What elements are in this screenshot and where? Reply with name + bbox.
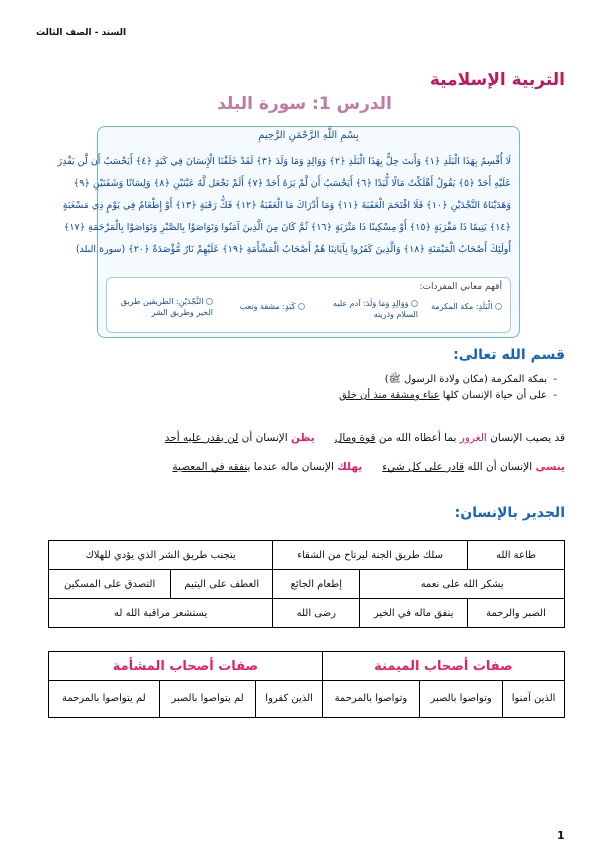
- table-cell: ينفق ماله في الخير: [360, 599, 468, 628]
- table-row: [49, 681, 565, 718]
- table-cell: الذين كفروا: [256, 681, 323, 718]
- table-cell: لم يتواصوا بالصبر: [159, 681, 256, 718]
- table-row: [49, 599, 565, 628]
- table-cell: طاعة الله: [468, 541, 565, 570]
- companions-traits-table: [48, 651, 565, 718]
- quran-verse-line: وَهَدَيْنَاهُ النَّجْدَيْنِ ﴿١٠﴾ فَلَا اقْتَحَمَ الْعَقَبَةَ ﴿١١﴾ وَمَا أَدْرَاكَ مَا الْعَقَبَةُ ﴿١٢﴾ فَكُّ رَقَبَةٍ ﴿١٣﴾ أَوْ إِطْعَامٌ فِي يَوْمٍ ذِي مَسْغَبَةٍ: [62, 200, 511, 211]
- page-number: 1: [557, 829, 565, 842]
- table-row: [49, 541, 565, 570]
- bullet-circle-icon: [298, 303, 305, 310]
- quran-text-box: [57, 126, 520, 338]
- table-cell: يستشعر مراقبة الله له: [49, 599, 273, 628]
- list-item: - بمكة المكرمة (مكان ولادة الرسول ﷺ): [384, 374, 557, 385]
- table-cell: وتواصوا بالصبر: [419, 681, 502, 718]
- section-heading-worthy: الجدير بالإنسان:: [454, 505, 565, 521]
- table-cell: وتواصوا بالمرحمة: [322, 681, 419, 718]
- quran-verse-line: لَا أُقْسِمُ بِهَذَا الْبَلَدِ ﴿١﴾ وَأَنتَ حِلٌّ بِهَذَا الْبَلَدِ ﴿٢﴾ وَوَالِدٍ وَمَا وَلَدَ ﴿٣﴾ لَقَدْ خَلَقْنَا الْإِنسَانَ فِي كَبَدٍ ﴿٤﴾ أَيَحْسَبُ أَن لَّن يَقْدِرَ: [57, 156, 511, 167]
- vocabulary-item: النَّجْدَيْنِ: الطريقين طريق الخير وطريق الشر: [120, 297, 213, 317]
- table-cell: سلك طريق الجنة ليرتاح من الشقاء: [273, 541, 468, 570]
- table-cell: رضى الله: [273, 599, 360, 628]
- table-cell: إطعام الجائع: [273, 570, 360, 599]
- table-cell: يتجنب طريق الشر الذي يؤدي للهلاك: [49, 541, 273, 570]
- vocabulary-item: وَوَالِدٍ وَمَا وَلَدَ: آدم عليه السلام وذريته: [333, 299, 418, 319]
- table-row: [49, 570, 565, 599]
- bullet-circle-icon: [495, 303, 502, 310]
- table-cell: لم يتواصوا بالمرحمة: [49, 681, 160, 718]
- table-header-right: صفات أصحاب الميمنة: [322, 652, 564, 681]
- lesson-title: الدرس 1: سورة البلد: [217, 94, 392, 114]
- quran-verse-line: أُولَئِكَ أَصْحَابُ الْمَيْمَنَةِ ﴿١٨﴾ وَالَّذِينَ كَفَرُوا بِآيَاتِنَا هُمْ أَصْحَابُ الْمَشْأَمَةِ ﴿١٩﴾ عَلَيْهِمْ نَارٌ مُّؤْصَدَةٌ ﴿٢٠﴾ (سورة البلد): [75, 244, 511, 255]
- quran-verse-line: ﴿١٤﴾ يَتِيمًا ذَا مَقْرَبَةٍ ﴿١٥﴾ أَوْ مِسْكِينًا ذَا مَتْرَبَةٍ ﴿١٦﴾ ثُمَّ كَانَ مِنَ الَّذِينَ آمَنُوا وَتَوَاصَوْا بِالصَّبْرِ وَتَوَاصَوْا بِالْمَرْحَمَةِ ﴿١٧﴾: [63, 222, 511, 233]
- vocabulary-item: الْبَلَدِ: مكة المكرمة: [431, 302, 502, 311]
- bullet-circle-icon: [411, 300, 418, 307]
- table-cell: العطف على اليتيم: [171, 570, 273, 599]
- table-row: [49, 652, 565, 681]
- table-cell: الصبر والرحمة: [468, 599, 565, 628]
- bullet-circle-icon: [206, 298, 213, 305]
- section-heading-oath: قسم الله تعالى:: [453, 347, 565, 363]
- vocabulary-title: أفهم معاني المفردات:: [419, 282, 502, 292]
- table-header-left: صفات أصحاب المشأمة: [49, 652, 323, 681]
- subject-title: التربية الإسلامية: [429, 70, 565, 90]
- list-item: - على أن حياة الإنسان كلها عناء ومشقة منذ أن خلق: [339, 390, 557, 401]
- table-cell: يشكر الله على نعمه: [360, 570, 565, 599]
- header-label: السند - الصف الثالث: [36, 28, 127, 38]
- vocabulary-item: كَبَدٍ: مشقة وتعب: [240, 302, 305, 311]
- explanation-line: قد يصيب الإنسان الغرور بما أعطاه الله من قوة ومال يظن الإنسان أن لن يقدر عليه أحد: [164, 432, 565, 444]
- quran-verse-line: عَلَيْهِ أَحَدٌ ﴿٥﴾ يَقُولُ أَهْلَكْتُ مَالًا لُّبَدًا ﴿٦﴾ أَيَحْسَبُ أَن لَّمْ يَرَهُ أَحَدٌ ﴿٧﴾ أَلَمْ نَجْعَل لَّهُ عَيْنَيْنِ ﴿٨﴾ وَلِسَانًا وَشَفَتَيْنِ ﴿٩﴾: [73, 178, 511, 189]
- table-cell: الذين آمنوا: [503, 681, 565, 718]
- basmala: بِسْمِ اللَّهِ الرَّحْمَنِ الرَّحِيمِ: [258, 130, 359, 141]
- worthy-actions-table: [48, 540, 565, 628]
- vocabulary-panel: [106, 277, 511, 333]
- explanation-line: ينسى الإنسان أن الله قادر على كل شيء يهلك الإنسان ماله عندما ينفقه في المعصية: [172, 461, 565, 473]
- table-cell: التصدق على المسكين: [49, 570, 171, 599]
